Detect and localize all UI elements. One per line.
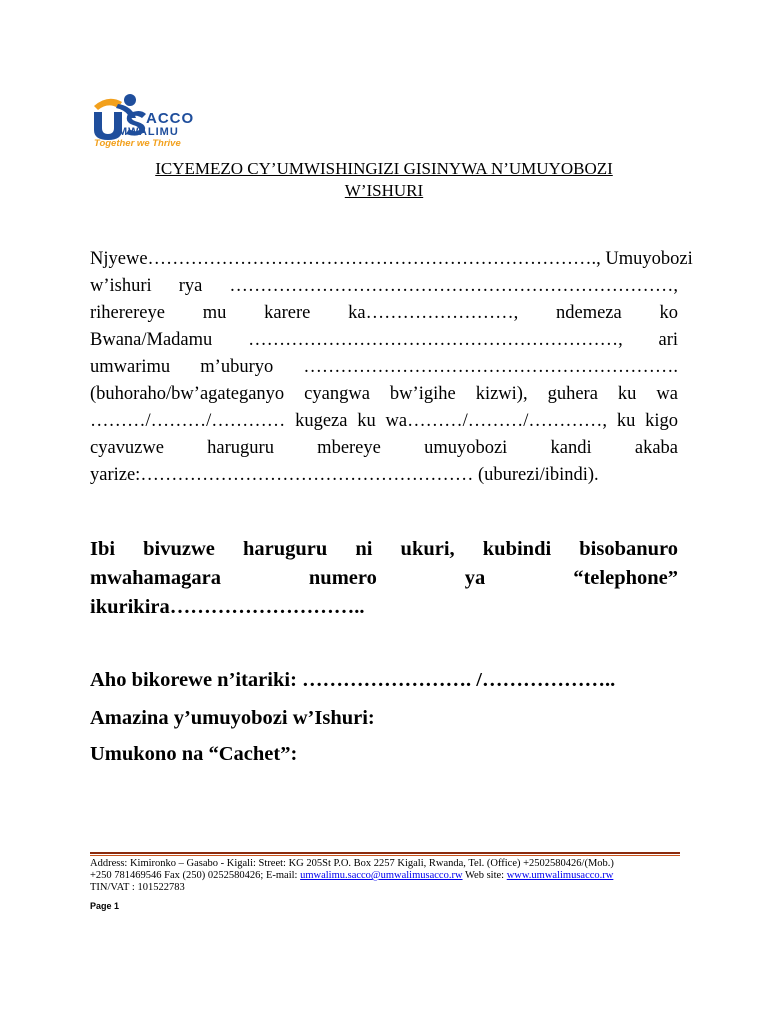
footer-website-label: Web site: [462,870,507,881]
date-place-line: Aho bikorewe n’itariki: ……………………. /……………….. [90,669,616,691]
umwalimu-sacco-logo [88,92,248,150]
footer-website-link[interactable]: www.umwalimusacco.rw [506,870,614,881]
statement-line: ikurikira……………………….. [90,596,365,618]
statement-line: mwahamagara numero ya “telephone” [90,567,678,589]
footer-address: Address: Kimironko – Gasabo - Kigali: Street: KG 205St P.O. Box 2257 Kigali, Rwanda, Tel. (Office) +2502580426/(Mob.) [90,858,614,869]
paragraph-line: cyavuzwe haruguru mbereye umuyobozi kandi akaba [90,438,678,458]
title-line-1: ICYEMEZO CY’UMWISHINGIZI GISINYWA N’UMUYOBOZI [155,159,613,178]
footer-tin: TIN/VAT : 101522783 [90,882,185,893]
statement-line: Ibi bivuzwe haruguru ni ukuri, kubindi bisobanuro [90,538,678,560]
head-name-line: Amazina y’umuyobozi w’Ishuri: [90,707,375,729]
declaration-paragraph [90,246,693,489]
page-number: Page 1 [90,901,120,911]
paragraph-line: w’ishuri rya ………………………………………………………………, [90,276,678,296]
footer-email-link[interactable]: umwalimu.sacco@umwalimusacco.rw [300,870,463,881]
paragraph-line: umwarimu m’uburyo ……………………………………………………. [90,357,678,377]
signature-stamp-line: Umukono na “Cachet”: [90,743,298,765]
footer-phone-email-line [90,870,690,882]
truth-statement [90,535,678,622]
paragraph-line: ………/………/………… kugeza ku wa………/………/…………, ku kigo [90,411,678,431]
paragraph-line: yarize:……………………………………………… (uburezi/ibindi). [90,465,599,485]
logo-mwalimu-text: MWALIMU [118,126,179,138]
footer-phone-fax: +250 781469546 Fax (250) 0252580426; E-mail: [90,870,301,881]
title-line-2: W’ISHURI [344,181,424,200]
paragraph-line: Bwana/Madamu ……………………………………………………, ari [90,330,678,350]
paragraph-line: (buhoraho/bw’agateganyo cyangwa bw’igihe kizwi), guhera ku wa [90,384,678,404]
logo-tagline: Together we Thrive [94,138,181,149]
paragraph-line: Njyewe………………………………………………………………., Umuyobozi [90,249,693,269]
document-title [90,158,678,202]
logo-acco-text: ACCO [146,110,195,127]
footer-contact [90,858,690,894]
footer-divider-accent [90,855,680,856]
paragraph-line: riherereye mu karere ka……………………, ndemeza ko [90,303,678,323]
footer-divider [90,852,680,854]
